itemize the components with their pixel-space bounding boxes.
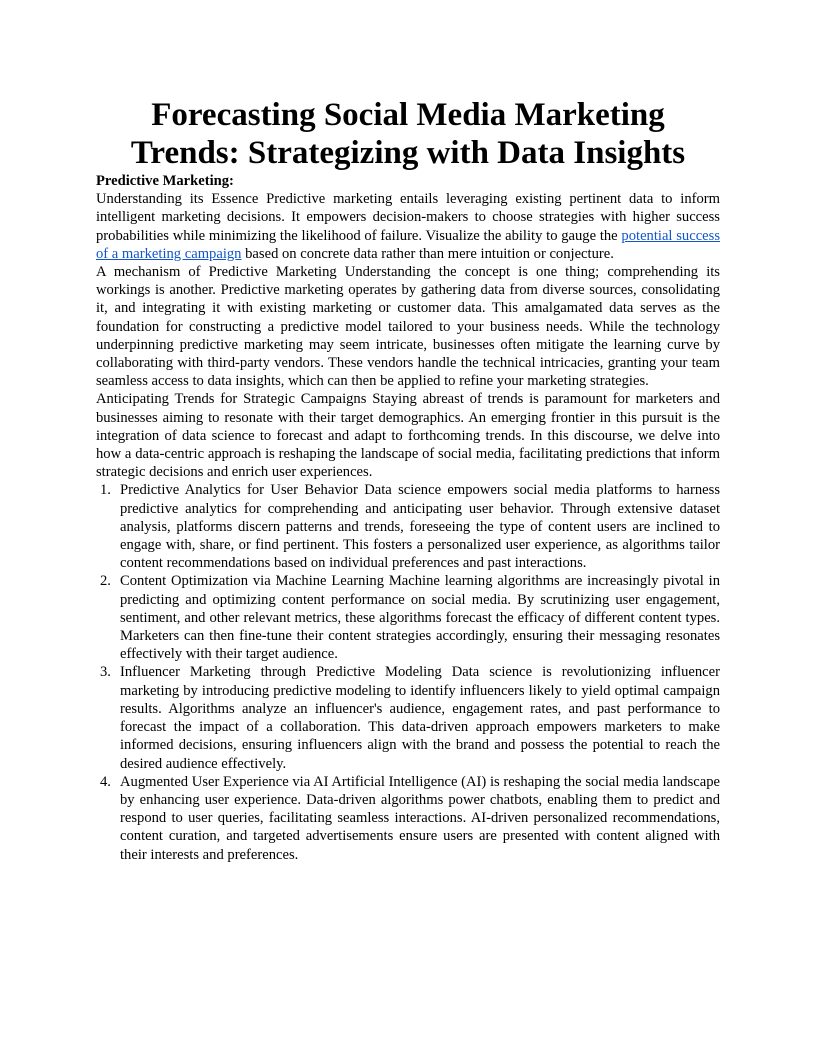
list-item [96, 481, 720, 572]
paragraph-essence-text-end: based on concrete data rather than mere intuition or conjecture. [241, 245, 614, 262]
list-item-number: 3. [100, 664, 111, 681]
list-item-text: Augmented User Experience via AI Artificial Intelligence (AI) is reshaping the social media landscape by enhancing user experience. Data-driven algorithms power chatbots, enabling them to predict and respond to user queries, facilitating seamless interactions. AI-driven personalized recommendations, content curation, and targeted advertisements ensure users are presented with content aligned with their interests and preferences. [120, 773, 720, 863]
section-heading: Predictive Marketing: [96, 173, 234, 189]
document-title: Forecasting Social Media Marketing Trends: Strategizing with Data Insights [130, 97, 686, 171]
numbered-list [96, 481, 720, 863]
paragraph-essence [96, 190, 720, 263]
list-item-number: 1. [100, 482, 111, 499]
list-item [96, 663, 720, 772]
list-item [96, 773, 720, 864]
list-item-text: Influencer Marketing through Predictive Modeling Data science is revolutionizing influencer marketing by introducing predictive modeling to identify influencers likely to yield optimal campaign results. Algorithms analyze an influencer's audience, engagement rates, and past performance to forecast the impact of a collaboration. This data-driven approach empowers marketers to make informed decisions, ensuring influencers align with the brand and possess the potential to reach the desired audience effectively. [120, 664, 720, 772]
list-item [96, 572, 720, 663]
document-page [96, 96, 720, 864]
campaign-success-link[interactable]: potential success of a marketing campaign [96, 227, 721, 262]
list-item-text: Predictive Analytics for User Behavior Data science empowers social media platforms to harness predictive analytics for comprehending and anticipating user behavior. Through extensive dataset analysis, platforms discern patterns and trends, foreseeing the type of content users are inclined to engage with, share, or find pertinent. This fosters a personalized user experience, as algorithms tailor content recommendations based on individual preferences and past interactions. [120, 482, 720, 572]
paragraph-essence-text: Understanding its Essence Predictive marketing entails leveraging existing pertinent data to inform intelligent marketing decisions. It empowers decision-makers to choose strategies with higher success probabilities while minimizing the likelihood of failure. Visualize the ability to gauge the [96, 191, 720, 244]
list-item-text: Content Optimization via Machine Learning Machine learning algorithms are increasingly pivotal in predicting and optimizing content performance on social media. By scrutinizing user engagement, sentiment, and other relevant metrics, these algorithms forecast the efficacy of different content types. Marketers can then fine-tune their content strategies accordingly, ensuring their messaging resonates effectively with their target audience. [120, 573, 720, 663]
list-item-number: 2. [100, 573, 111, 590]
list-item-number: 4. [100, 773, 111, 790]
paragraph-mechanism: A mechanism of Predictive Marketing Understanding the concept is one thing; comprehending its workings is another. Predictive marketing operates by gathering data from diverse sources, consolidating it, and integrating it with existing marketing or customer data. This amalgamated data serves as the foundation for constructing a predictive model tailored to your business needs. While the technology underpinning predictive marketing may seem intricate, businesses often mitigate the learning curve by collaborating with third-party vendors. These vendors handle the technical intricacies, granting your team seamless access to data insights, which can then be applied to refine your marketing strategies. [96, 264, 720, 390]
paragraph-trends: Anticipating Trends for Strategic Campaigns Staying abreast of trends is paramount for marketers and businesses aiming to resonate with their target demographics. An emerging frontier in this pursuit is the integration of data science to forecast and adapt to forthcoming trends. In this discourse, we delve into how a data-centric approach is reshaping the landscape of social media, facilitating predictions that inform strategic decisions and enrich user experiences. [96, 391, 720, 481]
